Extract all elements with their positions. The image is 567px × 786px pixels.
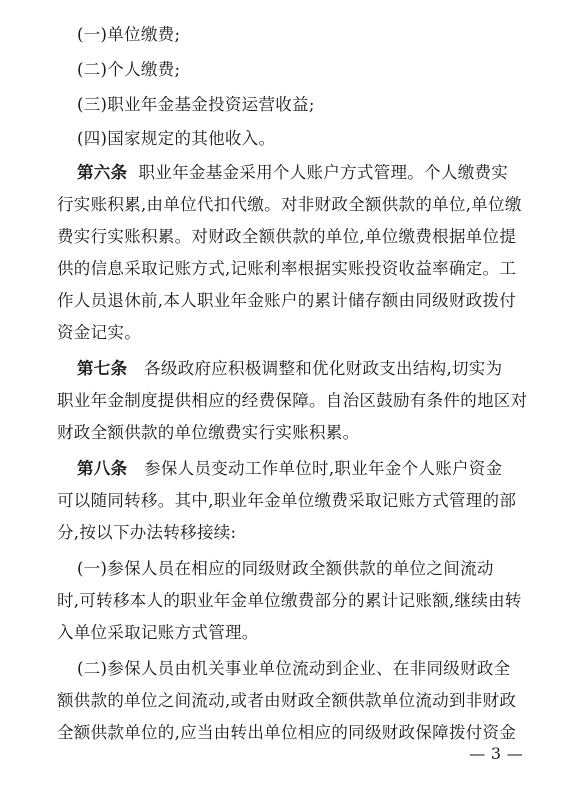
article-7-first-line [77, 359, 502, 379]
article-8-line: 分,按以下办法转移接续: [57, 523, 237, 542]
article-6-line: 供的信息采取记账方式,记账利率根据实账投资收益率确定。工 [57, 259, 517, 278]
article-6-line: 费实行实账积累。对财政全额供款的单位,单位缴费根据单位提 [57, 227, 517, 246]
list-item: (一)单位缴费; [77, 25, 181, 44]
list-item: (四)国家规定的其他收入。 [77, 129, 276, 148]
article-6-line: 行实账积累,由单位代扣代缴。对非财政全额供款的单位,单位缴 [57, 195, 522, 214]
article-6-text: 职业年金基金采用个人账户方式管理。个人缴费实 [138, 163, 509, 182]
transfer-item-1-line: 时,可转移本人的职业年金单位缴费部分的累计记账额,继续由转 [57, 591, 522, 610]
article-8-first-line [77, 459, 502, 479]
list-item: (二)个人缴费; [77, 60, 181, 79]
article-6-line: 资金记实。 [57, 323, 141, 342]
page-number: — 3 — [469, 744, 523, 763]
article-6-heading: 第六条 [77, 163, 128, 182]
transfer-item-2-line: (二)参保人员由机关事业单位流动到企业、在非同级财政全 [77, 659, 511, 678]
list-item: (三)职业年金基金投资运营收益; [77, 95, 315, 114]
article-7-text: 各级政府应积极调整和优化财政支出结构,切实为 [144, 359, 503, 378]
article-8-text: 参保人员变动工作单位时,职业年金个人账户资金 [144, 459, 503, 478]
article-6-line: 作人员退休前,本人职业年金账户的累计储存额由同级财政拨付 [57, 291, 517, 310]
transfer-item-1-line: 入单位采取记账方式管理。 [57, 623, 259, 642]
article-8-heading: 第八条 [77, 459, 128, 478]
article-6-first-line [77, 163, 508, 183]
transfer-item-2-line: 额供款的单位之间流动,或者由财政全额供款单位流动到非财政 [57, 691, 517, 710]
transfer-item-2-line: 全额供款单位的,应当由转出单位相应的同级财政保障拨付资金 [57, 723, 517, 742]
article-7-heading: 第七条 [77, 359, 128, 378]
article-7-line: 财政全额供款的单位缴费实行实账积累。 [57, 423, 360, 442]
article-7-line: 职业年金制度提供相应的经费保障。自治区鼓励有条件的地区对 [57, 391, 528, 410]
article-8-line: 可以随同转移。其中,职业年金单位缴费采取记账方式管理的部 [57, 491, 517, 510]
transfer-item-1-line: (一)参保人员在相应的同级财政全额供款的单位之间流动 [77, 559, 494, 578]
